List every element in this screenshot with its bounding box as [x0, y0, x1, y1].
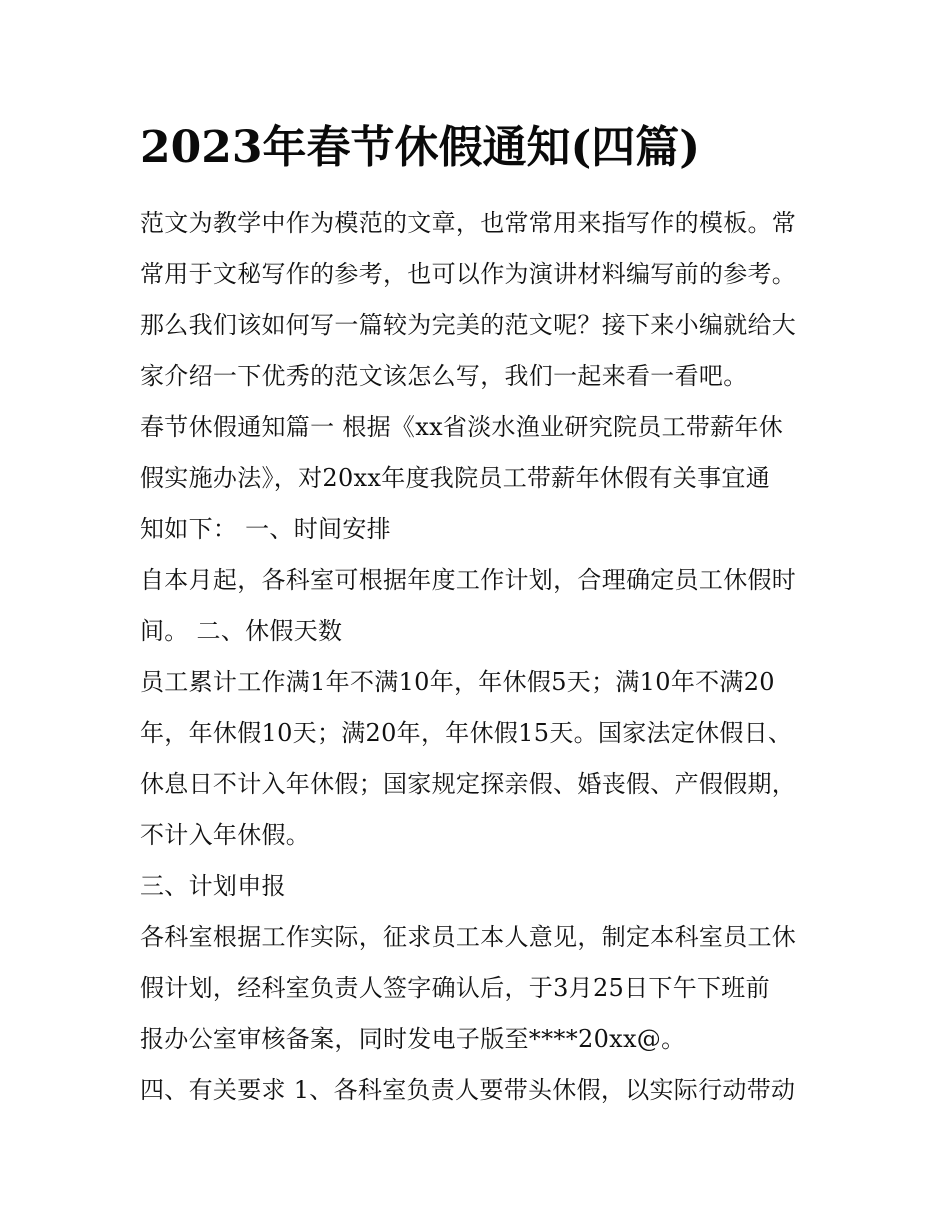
paragraph-line: 自本月起，各科室可根据年度工作计划，合理确定员工休假时: [140, 566, 797, 594]
paragraph-line: 那么我们该如何写一篇较为完美的范文呢？接下来小编就给大: [140, 311, 797, 339]
paragraph-line: 假计划，经科室负责人签字确认后，于3月25日下午下班前: [140, 974, 770, 1002]
paragraph-line: 休息日不计入年休假；国家规定探亲假、婚丧假、产假假期，: [140, 770, 797, 798]
paragraph-line: 假实施办法》，对20xx年度我院员工带薪年休假有关事宜通: [140, 464, 771, 492]
paragraph-line: 四、有关要求 1、各科室负责人要带头休假，以实际行动带动: [140, 1076, 796, 1104]
paragraph-line: 各科室根据工作实际，征求员工本人意见，制定本科室员工休: [140, 923, 797, 951]
paragraph-line: 间。 二、休假天数: [140, 617, 343, 645]
paragraph-line: 不计入年休假。: [140, 821, 311, 849]
document-body: [140, 201, 830, 1119]
paragraph-line: 常用于文秘写作的参考，也可以作为演讲材料编写前的参考。: [140, 260, 797, 288]
paragraph-line: 年，年休假10天；满20年，年休假15天。国家法定休假日、: [140, 719, 793, 747]
paragraph-line: 员工累计工作满1年不满10年，年休假5天；满10年不满20: [140, 668, 775, 696]
paragraph-line: 三、计划申报: [140, 872, 286, 900]
document-title: 2023年春节休假通知(四篇): [140, 122, 701, 173]
paragraph-line: 范文为教学中作为模范的文章，也常常用来指写作的模板。常: [140, 209, 797, 237]
paragraph-line: 知如下： 一、时间安排: [140, 515, 391, 543]
paragraph-line: 春节休假通知篇一 根据《xx省淡水渔业研究院员工带薪年休: [140, 413, 784, 441]
paragraph-line: 报办公室审核备案，同时发电子版至****20xx@。: [140, 1025, 686, 1053]
paragraph-line: 家介绍一下优秀的范文该怎么写，我们一起来看一看吧。: [140, 362, 748, 390]
